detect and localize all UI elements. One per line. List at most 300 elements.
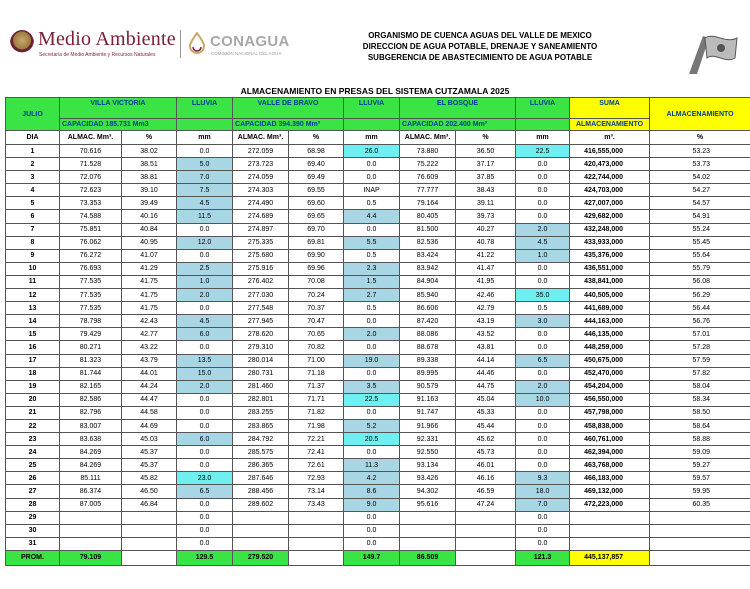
vv-percent-cell: 43.22 [122, 341, 177, 354]
eb-rain-cell: 0.0 [516, 197, 570, 210]
table-row [6, 158, 750, 171]
table-row [6, 236, 750, 249]
total-storage-cell: 450,675,000 [570, 354, 650, 367]
vb-percent-cell: 69.40 [289, 158, 344, 171]
vb-storage-cell: 285.575 [233, 446, 289, 459]
medio-ambiente-title: Medio Ambiente [38, 28, 176, 50]
vb-rain-cell: 5.5 [344, 236, 400, 249]
vv-storage-cell: 82.796 [60, 406, 122, 419]
vv-percent-cell: 41.75 [122, 289, 177, 302]
vv-rain-cell: 1.0 [177, 275, 233, 288]
table-row [6, 433, 750, 446]
eb-storage-cell: 82.536 [400, 236, 456, 249]
avg-empty-cell [650, 550, 750, 565]
table-row [6, 367, 750, 380]
organization-block [300, 30, 660, 63]
eb-rain-cell: 0.0 [516, 537, 570, 550]
eb-percent-cell: 45.04 [456, 393, 516, 406]
el-bosque-header: EL BOSQUE [400, 98, 516, 119]
day-cell: 16 [6, 341, 60, 354]
vv-storage-cell: 79.429 [60, 328, 122, 341]
total-storage-cell [570, 524, 650, 537]
vb-storage-cell: 277.548 [233, 302, 289, 315]
vv-percent-cell: 45.37 [122, 459, 177, 472]
vb-storage-cell: 275.916 [233, 262, 289, 275]
day-cell: 27 [6, 485, 60, 498]
vb-percent-cell: 72.41 [289, 446, 344, 459]
vv-storage-cell: 73.353 [60, 197, 122, 210]
storage-unit-header: ALMAC. Mm³. [400, 131, 456, 145]
eb-storage-cell: 91.747 [400, 406, 456, 419]
total-percent-cell: 59.95 [650, 485, 750, 498]
vb-rain-cell: 0.0 [344, 171, 400, 184]
vv-percent-cell: 44.69 [122, 419, 177, 432]
eb-storage-cell: 75.222 [400, 158, 456, 171]
vb-storage-cell [233, 511, 289, 524]
eb-storage-cell: 92.331 [400, 433, 456, 446]
vb-percent-cell [289, 511, 344, 524]
day-cell: 31 [6, 537, 60, 550]
total-percent-cell: 60.35 [650, 498, 750, 511]
vv-percent-cell: 46.84 [122, 498, 177, 511]
day-cell: 1 [6, 145, 60, 158]
eb-storage-cell: 93.134 [400, 459, 456, 472]
vb-storage-cell: 280.014 [233, 354, 289, 367]
total-storage-cell: 462,394,000 [570, 446, 650, 459]
day-cell: 19 [6, 380, 60, 393]
vv-storage-cell: 77.535 [60, 289, 122, 302]
vb-percent-cell: 72.61 [289, 459, 344, 472]
eb-percent-cell: 43.81 [456, 341, 516, 354]
eb-rain-cell: 0.5 [516, 302, 570, 315]
eb-storage-cell: 81.500 [400, 223, 456, 236]
eb-storage-cell: 79.164 [400, 197, 456, 210]
eb-storage-cell [400, 537, 456, 550]
day-cell: 22 [6, 419, 60, 432]
average-row [6, 550, 750, 565]
eb-percent-cell: 42.79 [456, 302, 516, 315]
eb-rain-cell: 0.0 [516, 524, 570, 537]
vb-percent-cell: 69.81 [289, 236, 344, 249]
total-storage-cell: 469,132,000 [570, 485, 650, 498]
eb-rain-cell: 0.0 [516, 406, 570, 419]
vb-rain-cell: 0.0 [344, 158, 400, 171]
day-cell: 4 [6, 184, 60, 197]
eb-rain-cell: 0.0 [516, 459, 570, 472]
eb-percent-cell: 45.73 [456, 446, 516, 459]
day-cell: 2 [6, 158, 60, 171]
total-percent-cell [650, 524, 750, 537]
vb-rain-cell: 0.0 [344, 446, 400, 459]
vv-rain-cell: 0.0 [177, 446, 233, 459]
medio-ambiente-subtitle: Secretaría de Medio Ambiente y Recursos Naturales [39, 52, 156, 58]
total-storage-cell: 466,183,000 [570, 472, 650, 485]
eb-rain-cell: 4.5 [516, 236, 570, 249]
table-row [6, 341, 750, 354]
vv-rain-cell: 23.0 [177, 472, 233, 485]
total-percent-cell: 53.73 [650, 158, 750, 171]
vv-rain-cell: 13.5 [177, 354, 233, 367]
vb-percent-cell: 73.43 [289, 498, 344, 511]
vv-rain-cell: 4.5 [177, 315, 233, 328]
eb-percent-cell: 41.22 [456, 249, 516, 262]
vv-rain-cell: 0.0 [177, 419, 233, 432]
total-storage-cell: 435,376,000 [570, 249, 650, 262]
vv-rain-cell: 7.0 [177, 171, 233, 184]
table-row [6, 145, 750, 158]
vv-percent-cell: 44.58 [122, 406, 177, 419]
vb-storage-cell: 275.335 [233, 236, 289, 249]
day-cell: 11 [6, 275, 60, 288]
eb-storage-cell: 73.880 [400, 145, 456, 158]
mm-header: mm [177, 131, 233, 145]
day-cell: 17 [6, 354, 60, 367]
vv-percent-cell: 45.82 [122, 472, 177, 485]
percent-header: % [289, 131, 344, 145]
total-percent-cell: 58.50 [650, 406, 750, 419]
vv-rain-cell: 12.0 [177, 236, 233, 249]
eb-storage-cell: 76.609 [400, 171, 456, 184]
vb-rain-cell: 0.0 [344, 511, 400, 524]
eb-percent-cell: 39.11 [456, 197, 516, 210]
eb-rain-cell: 7.0 [516, 498, 570, 511]
total-percent-cell: 54.27 [650, 184, 750, 197]
vv-percent-cell [122, 524, 177, 537]
eb-percent-cell: 40.27 [456, 223, 516, 236]
eb-rain-cell: 18.0 [516, 485, 570, 498]
vv-storage-cell: 83.638 [60, 433, 122, 446]
vv-rain-cell: 15.0 [177, 367, 233, 380]
eb-rain-cell: 0.0 [516, 262, 570, 275]
vb-percent-cell: 69.55 [289, 184, 344, 197]
avg-total-storage: 445,137,857 [570, 550, 650, 565]
vb-storage-cell: 273.723 [233, 158, 289, 171]
vv-storage-cell: 72.623 [60, 184, 122, 197]
vv-storage-cell: 80.271 [60, 341, 122, 354]
eb-percent-cell: 44.14 [456, 354, 516, 367]
eb-percent-cell: 37.17 [456, 158, 516, 171]
total-storage-cell: 463,768,000 [570, 459, 650, 472]
vb-rain-cell: 0.0 [344, 367, 400, 380]
vv-storage-cell: 82.586 [60, 393, 122, 406]
vv-storage-cell: 78.798 [60, 315, 122, 328]
vb-storage-cell: 286.365 [233, 459, 289, 472]
eb-percent-cell: 45.33 [456, 406, 516, 419]
vb-percent-cell: 70.08 [289, 275, 344, 288]
vv-percent-cell: 41.75 [122, 302, 177, 315]
eb-percent-cell: 45.44 [456, 419, 516, 432]
vv-percent-cell: 45.03 [122, 433, 177, 446]
eb-rain-cell: 9.3 [516, 472, 570, 485]
eb-percent-cell: 39.73 [456, 210, 516, 223]
total-storage-cell: 452,470,000 [570, 367, 650, 380]
table-row [6, 275, 750, 288]
vv-rain-cell: 7.5 [177, 184, 233, 197]
eb-rain-cell: 0.0 [516, 328, 570, 341]
rain-cap-cell [516, 119, 570, 131]
suma-header: SUMA [570, 98, 650, 119]
vb-percent-cell: 71.18 [289, 367, 344, 380]
eb-storage-cell: 91.163 [400, 393, 456, 406]
vb-rain-cell: 0.0 [344, 341, 400, 354]
eb-storage-cell: 93.426 [400, 472, 456, 485]
table-body [6, 145, 750, 551]
vv-storage-cell: 71.528 [60, 158, 122, 171]
vb-storage-cell: 288.456 [233, 485, 289, 498]
table-row [6, 223, 750, 236]
day-cell: 14 [6, 315, 60, 328]
total-percent-cell: 55.79 [650, 262, 750, 275]
day-cell: 7 [6, 223, 60, 236]
eb-storage-cell: 87.420 [400, 315, 456, 328]
vv-percent-cell [122, 537, 177, 550]
table-row [6, 328, 750, 341]
rain-header: LLUVIA [177, 98, 233, 119]
avg-vb-storage: 279.520 [233, 550, 289, 565]
total-percent-cell: 59.09 [650, 446, 750, 459]
vv-percent-cell: 41.07 [122, 249, 177, 262]
vv-percent-cell: 40.16 [122, 210, 177, 223]
total-storage-cell: 460,761,000 [570, 433, 650, 446]
eb-percent-cell: 46.16 [456, 472, 516, 485]
eb-storage-cell: 90.579 [400, 380, 456, 393]
avg-vv-storage: 79.109 [60, 550, 122, 565]
table-row [6, 354, 750, 367]
table-row [6, 537, 750, 550]
units-row [6, 131, 750, 145]
vv-rain-cell: 4.5 [177, 197, 233, 210]
total-storage-cell: 427,007,000 [570, 197, 650, 210]
vv-percent-cell: 40.84 [122, 223, 177, 236]
vv-storage-cell: 84.269 [60, 446, 122, 459]
vb-storage-cell: 281.460 [233, 380, 289, 393]
vb-percent-cell: 71.82 [289, 406, 344, 419]
table-row [6, 262, 750, 275]
eb-storage-cell: 83.942 [400, 262, 456, 275]
vb-rain-cell: 19.0 [344, 354, 400, 367]
vv-rain-cell: 0.0 [177, 511, 233, 524]
vv-storage-cell: 76.062 [60, 236, 122, 249]
org-line: ORGANISMO DE CUENCA AGUAS DEL VALLE DE MEXICO [368, 31, 592, 40]
eb-storage-cell: 88.086 [400, 328, 456, 341]
eb-rain-cell: 0.0 [516, 433, 570, 446]
mm-header: mm [344, 131, 400, 145]
vv-storage-cell [60, 524, 122, 537]
total-storage-header: ALMACENAMIENTO [650, 98, 750, 131]
total-percent-cell: 59.27 [650, 459, 750, 472]
vv-rain-cell: 6.0 [177, 328, 233, 341]
vb-percent-cell: 70.65 [289, 328, 344, 341]
total-percent-cell: 54.91 [650, 210, 750, 223]
avg-eb-storage: 86.509 [400, 550, 456, 565]
total-storage-cell: 438,841,000 [570, 275, 650, 288]
total-percent-cell: 55.64 [650, 249, 750, 262]
vv-rain-cell: 0.0 [177, 537, 233, 550]
total-percent-cell: 58.64 [650, 419, 750, 432]
vb-percent-cell: 73.14 [289, 485, 344, 498]
vv-rain-cell: 2.5 [177, 262, 233, 275]
vv-storage-cell: 74.588 [60, 210, 122, 223]
total-storage-cell: 458,838,000 [570, 419, 650, 432]
total-storage-cell: 454,204,000 [570, 380, 650, 393]
vv-percent-cell: 39.10 [122, 184, 177, 197]
vv-percent-cell: 38.51 [122, 158, 177, 171]
vv-storage-cell: 70.616 [60, 145, 122, 158]
total-percent-cell: 57.28 [650, 341, 750, 354]
total-percent-cell: 56.44 [650, 302, 750, 315]
vv-rain-cell: 6.0 [177, 433, 233, 446]
vb-percent-cell: 69.96 [289, 262, 344, 275]
total-storage-cell: 433,933,000 [570, 236, 650, 249]
eb-storage-cell: 91.966 [400, 419, 456, 432]
vv-percent-cell: 44.47 [122, 393, 177, 406]
eb-percent-cell [456, 537, 516, 550]
eb-percent-cell: 43.52 [456, 328, 516, 341]
table-row [6, 197, 750, 210]
vv-storage-cell: 81.744 [60, 367, 122, 380]
total-storage-cell: 441,689,000 [570, 302, 650, 315]
day-cell: 23 [6, 433, 60, 446]
total-storage-cell: 472,223,000 [570, 498, 650, 511]
eb-percent-cell: 44.46 [456, 367, 516, 380]
vv-storage-cell: 76.272 [60, 249, 122, 262]
vb-storage-cell [233, 537, 289, 550]
percent-header: % [122, 131, 177, 145]
vb-storage-cell: 272.059 [233, 145, 289, 158]
eb-percent-cell: 41.47 [456, 262, 516, 275]
vb-percent-cell: 71.00 [289, 354, 344, 367]
total-percent-cell: 55.45 [650, 236, 750, 249]
vb-percent-cell: 68.98 [289, 145, 344, 158]
vv-rain-cell: 2.0 [177, 380, 233, 393]
vv-percent-cell: 38.02 [122, 145, 177, 158]
day-cell: 5 [6, 197, 60, 210]
vv-storage-cell: 75.851 [60, 223, 122, 236]
vb-rain-cell: 0.0 [344, 315, 400, 328]
total-percent-cell: 53.23 [650, 145, 750, 158]
vb-rain-cell: 1.5 [344, 275, 400, 288]
total-percent-cell [650, 511, 750, 524]
vb-percent-cell: 69.65 [289, 210, 344, 223]
vv-storage-cell: 84.269 [60, 459, 122, 472]
eb-rain-cell: 10.0 [516, 393, 570, 406]
total-storage-cell: 440,505,000 [570, 289, 650, 302]
vv-percent-cell: 46.50 [122, 485, 177, 498]
el-bosque-capacity: CAPACIDAD 202.400 Mm³ [400, 119, 516, 131]
table-row [6, 171, 750, 184]
eb-storage-cell: 80.405 [400, 210, 456, 223]
vb-rain-cell: 8.6 [344, 485, 400, 498]
vb-storage-cell: 274.059 [233, 171, 289, 184]
vv-percent-cell: 41.75 [122, 275, 177, 288]
table-row [6, 406, 750, 419]
month-header: JULIO [6, 98, 60, 131]
storage-table [5, 97, 750, 566]
vv-rain-cell: 5.0 [177, 158, 233, 171]
total-storage-cell [570, 537, 650, 550]
vb-storage-cell: 279.310 [233, 341, 289, 354]
vv-storage-cell [60, 511, 122, 524]
vb-storage-cell [233, 524, 289, 537]
eb-percent-cell: 43.19 [456, 315, 516, 328]
eb-storage-cell: 77.777 [400, 184, 456, 197]
vb-storage-cell: 277.030 [233, 289, 289, 302]
vb-rain-cell: 4.2 [344, 472, 400, 485]
day-cell: 12 [6, 289, 60, 302]
vv-storage-cell: 72.076 [60, 171, 122, 184]
total-percent-cell: 58.88 [650, 433, 750, 446]
eb-percent-cell: 36.50 [456, 145, 516, 158]
eb-percent-cell: 47.24 [456, 498, 516, 511]
vb-percent-cell: 70.24 [289, 289, 344, 302]
eb-storage-cell [400, 511, 456, 524]
day-cell: 18 [6, 367, 60, 380]
eb-rain-cell: 1.0 [516, 249, 570, 262]
table-row [6, 289, 750, 302]
table-row [6, 524, 750, 537]
header-row-capacity [6, 119, 750, 131]
vb-rain-cell: 9.0 [344, 498, 400, 511]
vb-rain-cell: 0.0 [344, 223, 400, 236]
avg-empty-cell [456, 550, 516, 565]
day-cell: 21 [6, 406, 60, 419]
eb-percent-cell [456, 511, 516, 524]
vv-percent-cell: 45.37 [122, 446, 177, 459]
eb-percent-cell: 44.75 [456, 380, 516, 393]
table-row [6, 302, 750, 315]
avg-empty-cell [122, 550, 177, 565]
day-cell: 29 [6, 511, 60, 524]
total-storage-cell: 422,744,000 [570, 171, 650, 184]
eb-storage-cell: 84.904 [400, 275, 456, 288]
day-cell: 3 [6, 171, 60, 184]
vb-storage-cell: 282.801 [233, 393, 289, 406]
day-cell: 9 [6, 249, 60, 262]
vv-storage-cell: 76.693 [60, 262, 122, 275]
vb-rain-cell: INAP [344, 184, 400, 197]
day-cell: 10 [6, 262, 60, 275]
vb-percent-cell: 70.47 [289, 315, 344, 328]
vb-rain-cell: 2.7 [344, 289, 400, 302]
header-row-reservoirs [6, 98, 750, 119]
total-percent-cell: 57.59 [650, 354, 750, 367]
eb-percent-cell: 46.59 [456, 485, 516, 498]
mexico-emblem-icon [10, 30, 34, 56]
rain-cap-cell [177, 119, 233, 131]
org-line: SUBGERENCIA DE ABASTECIMIENTO DE AGUA POTABLE [367, 53, 593, 62]
day-cell: 15 [6, 328, 60, 341]
vb-percent-cell: 71.71 [289, 393, 344, 406]
eb-storage-cell: 83.424 [400, 249, 456, 262]
vv-storage-cell: 81.323 [60, 354, 122, 367]
storage-subheader: ALMACENAMIENTO [570, 119, 650, 131]
eb-storage-cell: 95.616 [400, 498, 456, 511]
rain-cap-cell [344, 119, 400, 131]
vb-rain-cell: 0.5 [344, 249, 400, 262]
vb-storage-cell: 276.402 [233, 275, 289, 288]
eb-percent-cell [456, 524, 516, 537]
vb-rain-cell: 0.0 [344, 537, 400, 550]
table-row [6, 446, 750, 459]
table-row [6, 393, 750, 406]
day-cell: 8 [6, 236, 60, 249]
org-line: DIRECCION DE AGUA POTABLE, DRENAJE Y SANEAMIENTO [362, 42, 598, 51]
total-percent-cell: 57.82 [650, 367, 750, 380]
eb-rain-cell: 0.0 [516, 158, 570, 171]
table-row [6, 498, 750, 511]
vb-percent-cell: 70.82 [289, 341, 344, 354]
total-storage-cell: 429,682,000 [570, 210, 650, 223]
